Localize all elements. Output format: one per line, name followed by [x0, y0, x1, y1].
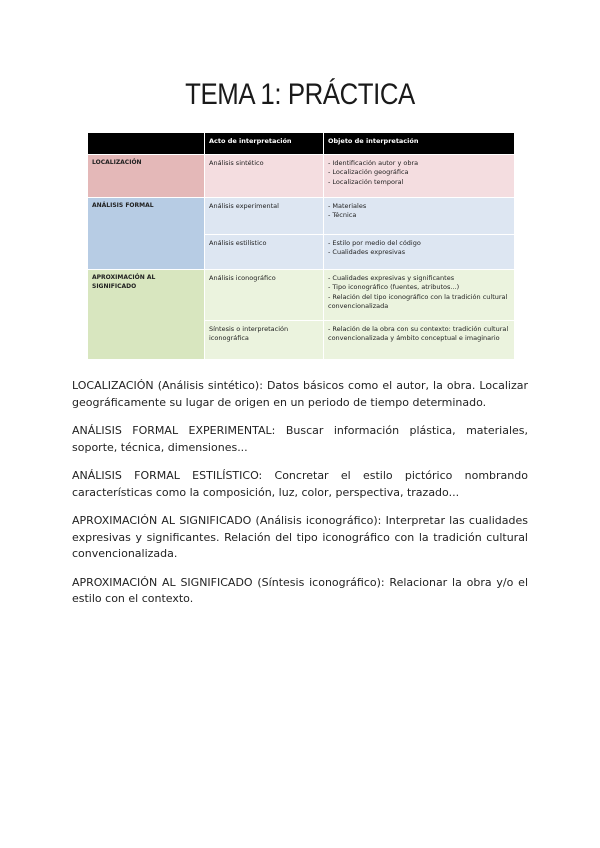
explanation-section	[72, 378, 528, 620]
page-title: TEMA 1: PRÁCTICA	[185, 78, 415, 111]
paragraph-text: Concretar el estilo pictórico nombrando características como la composición, luz, color, perspectiva, trazado...	[72, 469, 528, 499]
list-item: - Cualidades expresivas	[328, 248, 406, 257]
row-label: APROXIMACIÓN AL SIGNIFICADO	[88, 270, 205, 360]
table-header-row	[88, 133, 515, 155]
paragraph	[72, 513, 528, 563]
paragraph-text: Datos básicos como el autor, la obra. Localizar geográficamente su lugar de origen en un periodo de tiempo determinado.	[72, 379, 529, 409]
paragraph-text: Buscar información plástica, materiales, soporte, técnica, dimensiones...	[72, 424, 528, 454]
table-row	[88, 270, 515, 321]
row-label: ANÁLISIS FORMAL	[88, 198, 205, 270]
acto-cell: Análisis iconográfico	[205, 270, 324, 321]
paragraph-text: Interpretar las cualidades expresivas y significantes. Relación del tipo iconográfico con la tradición cultural convencionalizada.	[72, 514, 528, 560]
paragraph	[72, 423, 528, 456]
interpretation-table	[87, 132, 515, 360]
list-item: - Estilo por medio del código	[328, 239, 421, 247]
paragraph-heading: APROXIMACIÓN AL SIGNIFICADO (Análisis iconográfico):	[72, 514, 382, 527]
table-row	[88, 155, 515, 198]
paragraph-heading: APROXIMACIÓN AL SIGNIFICADO (Síntesis iconográfico):	[72, 575, 385, 589]
row-label: LOCALIZACIÓN	[88, 155, 205, 198]
objeto-cell	[324, 321, 515, 360]
acto-cell: Análisis estilístico	[205, 235, 324, 270]
paragraph-heading: LOCALIZACIÓN (Análisis sintético):	[72, 379, 263, 392]
objeto-cell	[324, 155, 515, 198]
list-item: - Técnica	[328, 211, 357, 220]
paragraph-heading: ANÁLISIS FORMAL EXPERIMENTAL:	[72, 424, 276, 437]
paragraph	[72, 468, 528, 501]
paragraph	[72, 378, 528, 411]
paragraph-text: Relacionar la obra y/o el estilo con el contexto.	[72, 575, 529, 605]
objeto-cell	[324, 198, 515, 235]
table-row	[88, 198, 515, 235]
paragraph	[72, 575, 528, 608]
objeto-cell	[324, 270, 515, 321]
acto-cell: Análisis experimental	[205, 198, 324, 235]
list-item: - Cualidades expresivas y significantes	[328, 274, 455, 282]
table-header-cell	[88, 133, 205, 155]
list-item: - Localización temporal	[328, 177, 404, 186]
list-item: - Relación del tipo iconográfico con la tradición cultural convencionalizada	[328, 292, 508, 311]
acto-cell: Síntesis o interpretación iconográfica	[205, 321, 324, 360]
list-item: - Relación de la obra con su contexto: tradición cultural convencionalizada y ámbito conceptual e imaginario	[328, 325, 509, 343]
list-item: - Tipo iconográfico (fuentes, atributos...)	[328, 283, 460, 292]
list-item: - Identificación autor y obra	[328, 159, 419, 167]
objeto-cell	[324, 235, 515, 270]
list-item: - Localización geográfica	[328, 168, 409, 177]
table-header-cell: Objeto de interpretación	[324, 133, 515, 155]
paragraph-heading: ANÁLISIS FORMAL ESTILÍSTICO:	[72, 469, 263, 482]
acto-cell: Análisis sintético	[205, 155, 324, 198]
table-header-cell: Acto de interpretación	[205, 133, 324, 155]
list-item: - Materiales	[328, 202, 367, 210]
